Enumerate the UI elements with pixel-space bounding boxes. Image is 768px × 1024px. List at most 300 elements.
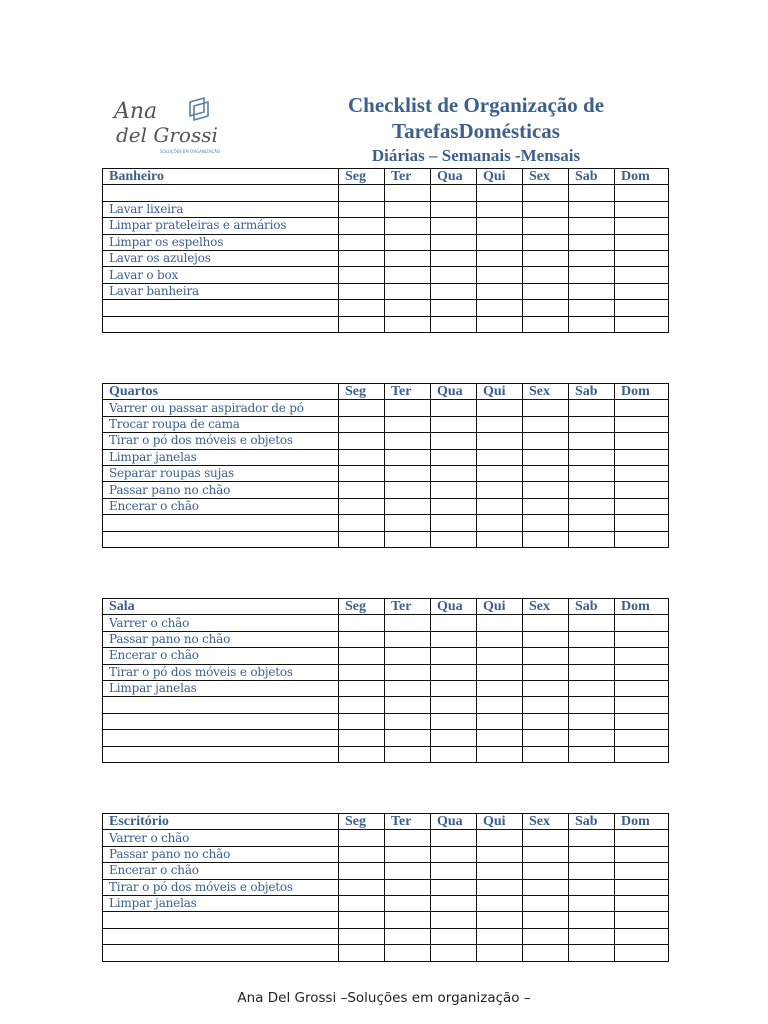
check-cell[interactable] xyxy=(615,400,669,416)
check-cell[interactable] xyxy=(477,482,523,498)
check-cell[interactable] xyxy=(385,185,431,201)
check-cell[interactable] xyxy=(569,713,615,729)
task-label xyxy=(103,928,339,944)
check-cell[interactable] xyxy=(339,267,385,283)
check-cell[interactable] xyxy=(523,631,569,647)
check-cell[interactable] xyxy=(431,234,477,250)
check-cell[interactable] xyxy=(569,945,615,961)
check-cell[interactable] xyxy=(385,400,431,416)
check-cell[interactable] xyxy=(477,218,523,234)
check-cell[interactable] xyxy=(431,945,477,961)
table-row xyxy=(103,912,669,928)
day-header: Seg xyxy=(339,599,385,615)
check-cell[interactable] xyxy=(523,201,569,217)
check-cell[interactable] xyxy=(615,316,669,332)
check-cell[interactable] xyxy=(569,185,615,201)
check-cell[interactable] xyxy=(569,895,615,911)
check-cell[interactable] xyxy=(385,697,431,713)
check-cell[interactable] xyxy=(385,515,431,531)
task-label: Lavar o box xyxy=(103,267,339,283)
check-cell[interactable] xyxy=(431,300,477,316)
table-row xyxy=(103,250,669,266)
check-cell[interactable] xyxy=(431,631,477,647)
check-cell[interactable] xyxy=(615,928,669,944)
check-cell[interactable] xyxy=(385,201,431,217)
check-cell[interactable] xyxy=(477,879,523,895)
check-cell[interactable] xyxy=(385,283,431,299)
check-cell[interactable] xyxy=(569,498,615,514)
check-cell[interactable] xyxy=(385,631,431,647)
check-cell[interactable] xyxy=(431,250,477,266)
footer-text: Ana Del Grossi –Soluções em organização – xyxy=(237,990,531,1006)
check-cell[interactable] xyxy=(477,300,523,316)
check-cell[interactable] xyxy=(385,830,431,846)
check-cell[interactable] xyxy=(523,185,569,201)
check-cell[interactable] xyxy=(477,316,523,332)
check-cell[interactable] xyxy=(569,912,615,928)
task-label: Tirar o pó dos móveis e objetos xyxy=(103,879,339,895)
check-cell[interactable] xyxy=(339,201,385,217)
check-cell[interactable] xyxy=(431,449,477,465)
check-cell[interactable] xyxy=(523,300,569,316)
check-cell[interactable] xyxy=(477,631,523,647)
check-cell[interactable] xyxy=(385,680,431,696)
task-label: Separar roupas sujas xyxy=(103,465,339,481)
table-row xyxy=(103,498,669,514)
check-cell[interactable] xyxy=(477,416,523,432)
check-cell[interactable] xyxy=(615,201,669,217)
logo-graphic xyxy=(108,96,228,160)
day-header: Sex xyxy=(523,384,569,400)
check-cell[interactable] xyxy=(523,416,569,432)
check-cell[interactable] xyxy=(477,234,523,250)
day-header: Dom xyxy=(615,599,669,615)
check-cell[interactable] xyxy=(431,316,477,332)
check-cell[interactable] xyxy=(339,912,385,928)
check-cell[interactable] xyxy=(477,283,523,299)
check-cell[interactable] xyxy=(569,515,615,531)
table-row xyxy=(103,631,669,647)
task-label: Encerar o chão xyxy=(103,648,339,664)
check-cell[interactable] xyxy=(431,879,477,895)
check-cell[interactable] xyxy=(569,234,615,250)
check-cell[interactable] xyxy=(477,498,523,514)
check-cell[interactable] xyxy=(339,680,385,696)
day-header: Sex xyxy=(523,814,569,830)
check-cell[interactable] xyxy=(615,482,669,498)
check-cell[interactable] xyxy=(431,615,477,631)
check-cell[interactable] xyxy=(615,631,669,647)
check-cell[interactable] xyxy=(339,482,385,498)
check-cell[interactable] xyxy=(385,234,431,250)
task-label: Varrer o chão xyxy=(103,615,339,631)
check-cell[interactable] xyxy=(477,185,523,201)
check-cell[interactable] xyxy=(523,730,569,746)
check-cell[interactable] xyxy=(339,300,385,316)
check-cell[interactable] xyxy=(523,680,569,696)
check-cell[interactable] xyxy=(615,416,669,432)
check-cell[interactable] xyxy=(477,531,523,547)
day-header: Seg xyxy=(339,384,385,400)
task-label: Limpar prateleiras e armários xyxy=(103,218,339,234)
task-label: Trocar roupa de cama xyxy=(103,416,339,432)
check-cell[interactable] xyxy=(431,680,477,696)
check-cell[interactable] xyxy=(569,267,615,283)
check-cell[interactable] xyxy=(615,283,669,299)
day-header: Seg xyxy=(339,169,385,185)
check-cell[interactable] xyxy=(569,615,615,631)
check-cell[interactable] xyxy=(431,465,477,481)
check-cell[interactable] xyxy=(431,664,477,680)
check-cell[interactable] xyxy=(339,830,385,846)
check-cell[interactable] xyxy=(523,912,569,928)
check-cell[interactable] xyxy=(431,416,477,432)
check-cell[interactable] xyxy=(523,449,569,465)
check-cell[interactable] xyxy=(569,631,615,647)
check-cell[interactable] xyxy=(523,664,569,680)
check-cell[interactable] xyxy=(569,830,615,846)
check-cell[interactable] xyxy=(615,746,669,762)
check-cell[interactable] xyxy=(523,250,569,266)
check-cell[interactable] xyxy=(569,250,615,266)
check-cell[interactable] xyxy=(339,879,385,895)
task-label: Lavar os azulejos xyxy=(103,250,339,266)
check-cell[interactable] xyxy=(615,697,669,713)
check-cell[interactable] xyxy=(339,713,385,729)
check-cell[interactable] xyxy=(339,746,385,762)
check-cell[interactable] xyxy=(615,664,669,680)
check-cell[interactable] xyxy=(339,664,385,680)
check-cell[interactable] xyxy=(385,465,431,481)
check-cell[interactable] xyxy=(523,283,569,299)
logo-line2: del Grossi xyxy=(116,123,218,147)
check-cell[interactable] xyxy=(339,515,385,531)
check-cell[interactable] xyxy=(477,449,523,465)
check-cell[interactable] xyxy=(523,830,569,846)
check-cell[interactable] xyxy=(615,846,669,862)
check-cell[interactable] xyxy=(385,498,431,514)
day-header: Sex xyxy=(523,599,569,615)
task-label xyxy=(103,531,339,547)
check-cell[interactable] xyxy=(431,201,477,217)
day-header: Sab xyxy=(569,384,615,400)
check-cell[interactable] xyxy=(385,316,431,332)
check-cell[interactable] xyxy=(339,185,385,201)
check-cell[interactable] xyxy=(523,267,569,283)
check-cell[interactable] xyxy=(523,498,569,514)
check-cell[interactable] xyxy=(615,648,669,664)
check-cell[interactable] xyxy=(339,498,385,514)
task-label xyxy=(103,316,339,332)
day-header: Sex xyxy=(523,169,569,185)
check-cell[interactable] xyxy=(615,267,669,283)
check-cell[interactable] xyxy=(569,400,615,416)
check-cell[interactable] xyxy=(431,531,477,547)
check-cell[interactable] xyxy=(615,713,669,729)
check-cell[interactable] xyxy=(385,945,431,961)
check-cell[interactable] xyxy=(523,863,569,879)
check-cell[interactable] xyxy=(385,664,431,680)
check-cell[interactable] xyxy=(385,846,431,862)
check-cell[interactable] xyxy=(385,895,431,911)
check-cell[interactable] xyxy=(615,863,669,879)
check-cell[interactable] xyxy=(385,416,431,432)
check-cell[interactable] xyxy=(431,185,477,201)
check-cell[interactable] xyxy=(431,218,477,234)
check-cell[interactable] xyxy=(523,234,569,250)
check-cell[interactable] xyxy=(569,531,615,547)
check-cell[interactable] xyxy=(477,713,523,729)
check-cell[interactable] xyxy=(339,615,385,631)
check-cell[interactable] xyxy=(569,316,615,332)
check-cell[interactable] xyxy=(339,697,385,713)
table-row xyxy=(103,218,669,234)
check-cell[interactable] xyxy=(339,730,385,746)
check-cell[interactable] xyxy=(339,863,385,879)
check-cell[interactable] xyxy=(615,531,669,547)
check-cell[interactable] xyxy=(477,267,523,283)
check-cell[interactable] xyxy=(385,482,431,498)
check-cell[interactable] xyxy=(477,648,523,664)
table-row xyxy=(103,300,669,316)
check-cell[interactable] xyxy=(569,746,615,762)
check-cell[interactable] xyxy=(477,433,523,449)
check-cell[interactable] xyxy=(431,746,477,762)
check-cell[interactable] xyxy=(523,648,569,664)
check-cell[interactable] xyxy=(339,928,385,944)
check-cell[interactable] xyxy=(523,713,569,729)
check-cell[interactable] xyxy=(385,713,431,729)
check-cell[interactable] xyxy=(523,928,569,944)
check-cell[interactable] xyxy=(569,928,615,944)
check-cell[interactable] xyxy=(431,515,477,531)
check-cell[interactable] xyxy=(385,300,431,316)
check-cell[interactable] xyxy=(385,250,431,266)
day-header: Ter xyxy=(385,814,431,830)
check-cell[interactable] xyxy=(569,465,615,481)
check-cell[interactable] xyxy=(339,465,385,481)
check-cell[interactable] xyxy=(569,680,615,696)
check-cell[interactable] xyxy=(431,482,477,498)
check-cell[interactable] xyxy=(615,615,669,631)
check-cell[interactable] xyxy=(385,615,431,631)
check-cell[interactable] xyxy=(569,300,615,316)
check-cell[interactable] xyxy=(385,648,431,664)
check-cell[interactable] xyxy=(523,531,569,547)
task-label: Varrer ou passar aspirador de pó xyxy=(103,400,339,416)
day-header: Qui xyxy=(477,384,523,400)
check-cell[interactable] xyxy=(477,945,523,961)
check-cell[interactable] xyxy=(339,400,385,416)
check-cell[interactable] xyxy=(385,730,431,746)
check-cell[interactable] xyxy=(615,433,669,449)
check-cell[interactable] xyxy=(431,863,477,879)
check-cell[interactable] xyxy=(431,846,477,862)
check-cell[interactable] xyxy=(615,879,669,895)
check-cell[interactable] xyxy=(569,664,615,680)
check-cell[interactable] xyxy=(339,945,385,961)
check-cell[interactable] xyxy=(385,267,431,283)
table-row xyxy=(103,879,669,895)
check-cell[interactable] xyxy=(569,730,615,746)
table-row xyxy=(103,730,669,746)
check-cell[interactable] xyxy=(385,746,431,762)
check-cell[interactable] xyxy=(385,928,431,944)
check-cell[interactable] xyxy=(569,449,615,465)
check-cell[interactable] xyxy=(523,746,569,762)
check-cell[interactable] xyxy=(431,895,477,911)
check-cell[interactable] xyxy=(523,515,569,531)
check-cell[interactable] xyxy=(569,846,615,862)
check-cell[interactable] xyxy=(385,863,431,879)
check-cell[interactable] xyxy=(523,846,569,862)
check-cell[interactable] xyxy=(385,449,431,465)
check-cell[interactable] xyxy=(523,465,569,481)
check-cell[interactable] xyxy=(569,218,615,234)
check-cell[interactable] xyxy=(339,631,385,647)
check-cell[interactable] xyxy=(431,400,477,416)
check-cell[interactable] xyxy=(615,680,669,696)
table-row xyxy=(103,531,669,547)
check-cell[interactable] xyxy=(523,879,569,895)
check-cell[interactable] xyxy=(477,515,523,531)
checklist-table xyxy=(102,813,669,962)
check-cell[interactable] xyxy=(523,482,569,498)
check-cell[interactable] xyxy=(339,648,385,664)
table-row xyxy=(103,416,669,432)
table-row xyxy=(103,697,669,713)
check-cell[interactable] xyxy=(477,746,523,762)
check-cell[interactable] xyxy=(339,218,385,234)
logo-tagline: SOLUÇÕES EM ORGANIZAÇÃO xyxy=(160,149,221,154)
check-cell[interactable] xyxy=(523,316,569,332)
check-cell[interactable] xyxy=(615,250,669,266)
day-header: Qui xyxy=(477,814,523,830)
check-cell[interactable] xyxy=(339,531,385,547)
check-cell[interactable] xyxy=(339,895,385,911)
check-cell[interactable] xyxy=(339,234,385,250)
check-cell[interactable] xyxy=(569,201,615,217)
check-cell[interactable] xyxy=(339,250,385,266)
check-cell[interactable] xyxy=(477,846,523,862)
check-cell[interactable] xyxy=(385,433,431,449)
day-header: Ter xyxy=(385,169,431,185)
check-cell[interactable] xyxy=(339,283,385,299)
check-cell[interactable] xyxy=(431,697,477,713)
check-cell[interactable] xyxy=(523,433,569,449)
table-heading: Sala xyxy=(103,599,339,615)
check-cell[interactable] xyxy=(431,648,477,664)
check-cell[interactable] xyxy=(431,912,477,928)
check-cell[interactable] xyxy=(615,830,669,846)
check-cell[interactable] xyxy=(339,416,385,432)
check-cell[interactable] xyxy=(477,465,523,481)
task-label: Varrer o chão xyxy=(103,830,339,846)
task-label: Encerar o chão xyxy=(103,498,339,514)
check-cell[interactable] xyxy=(569,879,615,895)
check-cell[interactable] xyxy=(569,283,615,299)
check-cell[interactable] xyxy=(385,912,431,928)
check-cell[interactable] xyxy=(385,531,431,547)
check-cell[interactable] xyxy=(339,846,385,862)
check-cell[interactable] xyxy=(431,267,477,283)
check-cell[interactable] xyxy=(477,615,523,631)
task-label: Limpar os espelhos xyxy=(103,234,339,250)
table-row xyxy=(103,830,669,846)
check-cell[interactable] xyxy=(385,879,431,895)
task-label: Tirar o pó dos móveis e objetos xyxy=(103,664,339,680)
check-cell[interactable] xyxy=(477,830,523,846)
check-cell[interactable] xyxy=(477,863,523,879)
table-header-row xyxy=(103,384,669,400)
task-label xyxy=(103,697,339,713)
check-cell[interactable] xyxy=(569,863,615,879)
check-cell[interactable] xyxy=(477,730,523,746)
check-cell[interactable] xyxy=(523,615,569,631)
task-label: Limpar janelas xyxy=(103,895,339,911)
check-cell[interactable] xyxy=(477,912,523,928)
check-cell[interactable] xyxy=(431,283,477,299)
check-cell[interactable] xyxy=(615,515,669,531)
check-cell[interactable] xyxy=(569,648,615,664)
check-cell[interactable] xyxy=(431,830,477,846)
check-cell[interactable] xyxy=(477,680,523,696)
check-cell[interactable] xyxy=(431,498,477,514)
check-cell[interactable] xyxy=(615,449,669,465)
check-cell[interactable] xyxy=(615,912,669,928)
check-cell[interactable] xyxy=(431,730,477,746)
check-cell[interactable] xyxy=(615,300,669,316)
check-cell[interactable] xyxy=(523,218,569,234)
check-cell[interactable] xyxy=(431,433,477,449)
check-cell[interactable] xyxy=(615,730,669,746)
check-cell[interactable] xyxy=(431,713,477,729)
check-cell[interactable] xyxy=(523,697,569,713)
day-header: Seg xyxy=(339,814,385,830)
check-cell[interactable] xyxy=(569,433,615,449)
check-cell[interactable] xyxy=(339,433,385,449)
check-cell[interactable] xyxy=(615,945,669,961)
check-cell[interactable] xyxy=(431,928,477,944)
check-cell[interactable] xyxy=(523,945,569,961)
check-cell[interactable] xyxy=(569,482,615,498)
check-cell[interactable] xyxy=(477,664,523,680)
check-cell[interactable] xyxy=(523,400,569,416)
task-label: Limpar janelas xyxy=(103,680,339,696)
check-cell[interactable] xyxy=(615,498,669,514)
day-header: Qua xyxy=(431,169,477,185)
check-cell[interactable] xyxy=(477,400,523,416)
check-cell[interactable] xyxy=(477,697,523,713)
check-cell[interactable] xyxy=(569,697,615,713)
check-cell[interactable] xyxy=(339,449,385,465)
check-cell[interactable] xyxy=(615,234,669,250)
task-label xyxy=(103,912,339,928)
check-cell[interactable] xyxy=(477,250,523,266)
check-cell[interactable] xyxy=(615,185,669,201)
check-cell[interactable] xyxy=(615,895,669,911)
check-cell[interactable] xyxy=(385,218,431,234)
table-row xyxy=(103,400,669,416)
check-cell[interactable] xyxy=(615,218,669,234)
check-cell[interactable] xyxy=(477,928,523,944)
check-cell[interactable] xyxy=(339,316,385,332)
check-cell[interactable] xyxy=(615,465,669,481)
check-cell[interactable] xyxy=(477,895,523,911)
check-cell[interactable] xyxy=(477,201,523,217)
check-cell[interactable] xyxy=(569,416,615,432)
check-cell[interactable] xyxy=(523,895,569,911)
